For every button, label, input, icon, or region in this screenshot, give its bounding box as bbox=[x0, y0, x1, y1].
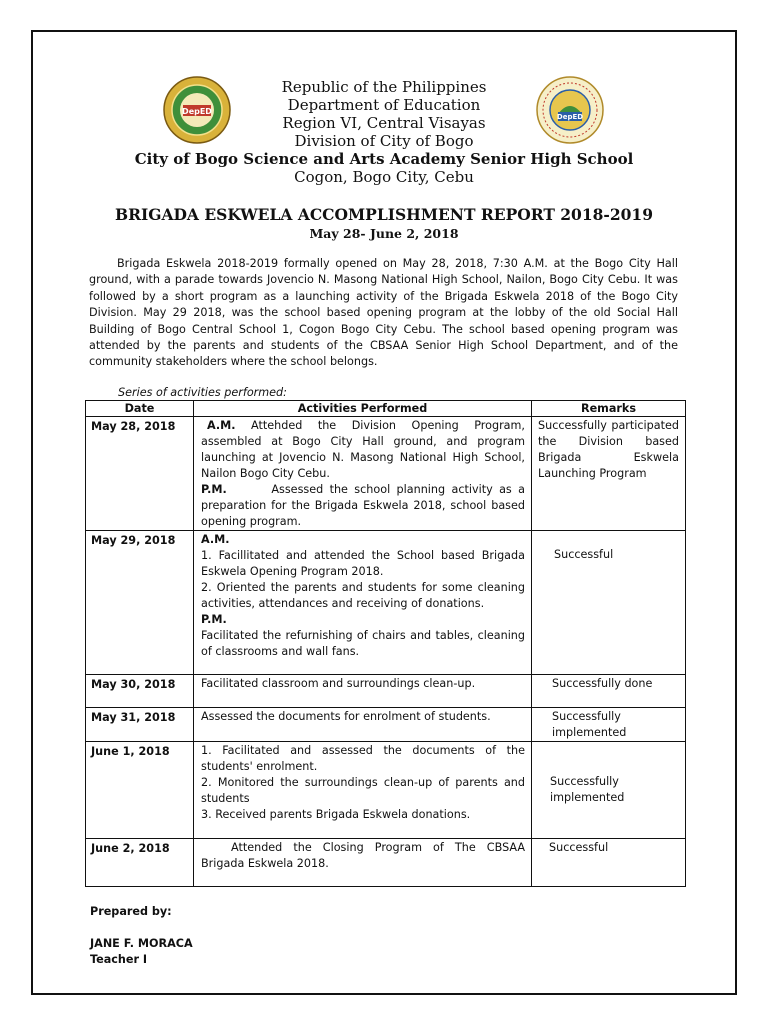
column-header-date: Date bbox=[86, 401, 194, 417]
signatory bbox=[90, 936, 193, 968]
remarks-text: Successfully implemented bbox=[552, 710, 627, 739]
letterhead-line: Region VI, Central Visayas bbox=[282, 114, 486, 132]
row-date: May 29, 2018 bbox=[86, 531, 194, 675]
activity-item: 3. Received parents Brigada Eskwela donations. bbox=[201, 808, 471, 821]
table-row bbox=[86, 839, 686, 887]
column-header-activities: Activities Performed bbox=[194, 401, 532, 417]
pm-label: P.M. bbox=[201, 613, 227, 626]
report-title: BRIGADA ESKWELA ACCOMPLISHMENT REPORT 2018-2019 bbox=[114, 205, 653, 224]
left-seal-label: DepED bbox=[182, 107, 212, 116]
am-label: A.M. bbox=[207, 419, 236, 432]
row-remarks bbox=[532, 708, 686, 742]
pm-text: Assessed the school planning activity as a preparation for the Brigada Eskwela 2018, school based opening program. bbox=[201, 483, 525, 528]
row-date: May 30, 2018 bbox=[86, 675, 194, 708]
remarks-text: Successful bbox=[554, 548, 614, 561]
row-activities bbox=[194, 531, 532, 675]
activity-item: 2. Oriented the parents and students for some cleaning activities, attendances and receiving of donations. bbox=[201, 581, 525, 610]
prepared-by-label: Prepared by: bbox=[90, 905, 172, 918]
school-address: Cogon, Bogo City, Cebu bbox=[294, 168, 474, 186]
row-activities bbox=[194, 417, 532, 531]
activity-item: 1. Facillitated and attended the School based Brigada Eskwela Opening Program 2018. bbox=[201, 549, 525, 578]
am-block bbox=[201, 418, 525, 482]
table-header-row bbox=[86, 401, 686, 417]
table-row bbox=[86, 417, 686, 531]
letterhead-line: Department of Education bbox=[287, 96, 481, 114]
signatory-role: Teacher I bbox=[90, 953, 148, 966]
row-remarks: Successfully participated the Division based Brigada Eskwela Launching Program bbox=[532, 417, 686, 531]
right-seal-label: DepED bbox=[556, 113, 584, 121]
report-dates: May 28- June 2, 2018 bbox=[309, 226, 459, 241]
row-remarks: Successful bbox=[532, 839, 686, 887]
pm-block bbox=[201, 482, 525, 530]
row-date: May 31, 2018 bbox=[86, 708, 194, 742]
table-row bbox=[86, 675, 686, 708]
row-activities: Facilitated classroom and surroundings clean-up. bbox=[194, 675, 532, 708]
row-activities bbox=[194, 742, 532, 839]
am-text: Attehded the Division Opening Program, assembled at Bogo City Hall ground, and program launching at Jovencio N. Masong National High School, Nailon Bogo City Cebu. bbox=[201, 419, 525, 480]
remarks-text: Successfully implemented bbox=[550, 775, 625, 804]
row-remarks bbox=[532, 742, 686, 839]
activity-text: Attended the Closing Program of The CBSAA Brigada Eskwela 2018. bbox=[201, 841, 525, 870]
table-row bbox=[86, 742, 686, 839]
row-date: June 2, 2018 bbox=[86, 839, 194, 887]
row-remarks bbox=[532, 531, 686, 675]
pm-label: P.M. bbox=[201, 483, 227, 496]
school-name: City of Bogo Science and Arts Academy Senior High School bbox=[134, 150, 634, 168]
row-activities: Assessed the documents for enrolment of students. bbox=[194, 708, 532, 742]
table-row bbox=[86, 531, 686, 675]
row-remarks: Successfully done bbox=[532, 675, 686, 708]
series-label: Series of activities performed: bbox=[118, 386, 287, 399]
activities-table bbox=[85, 400, 686, 887]
intro-paragraph: Brigada Eskwela 2018-2019 formally opened on May 28, 2018, 7:30 A.M. at the Bogo City Hall ground, with a parade towards Jovencio N. Masong National High School, Nailon, Bogo City Cebu. It was followed by a short program as a launching activity of the Brigada Eskwela 2018 of the Bogo City Division. May 29 2018, was the school based opening program at the lobby of the old Social Hall Building of Bogo Central School 1, Cogon Bogo City Cebu. The school based opening program was attended by the parents and students of the CBSAA Senior High School Department, and of the community stakeholders where the school belongs. bbox=[89, 257, 678, 369]
am-label: A.M. bbox=[201, 533, 230, 546]
row-date: May 28, 2018 bbox=[86, 417, 194, 531]
column-header-remarks: Remarks bbox=[532, 401, 686, 417]
activity-item: 1. Facilitated and assessed the documents of the students' enrolment. bbox=[201, 744, 525, 773]
table-row bbox=[86, 708, 686, 742]
activity-item: 2. Monitored the surroundings clean-up of parents and students bbox=[201, 776, 525, 805]
pm-text: Facilitated the refurnishing of chairs and tables, cleaning of classrooms and wall fans. bbox=[201, 629, 525, 658]
signatory-name: JANE F. MORACA bbox=[90, 937, 193, 950]
letterhead-line: Republic of the Philippines bbox=[281, 78, 487, 96]
row-activities bbox=[194, 839, 532, 887]
row-date: June 1, 2018 bbox=[86, 742, 194, 839]
letterhead bbox=[100, 78, 668, 186]
letterhead-line: Division of City of Bogo bbox=[294, 132, 474, 150]
